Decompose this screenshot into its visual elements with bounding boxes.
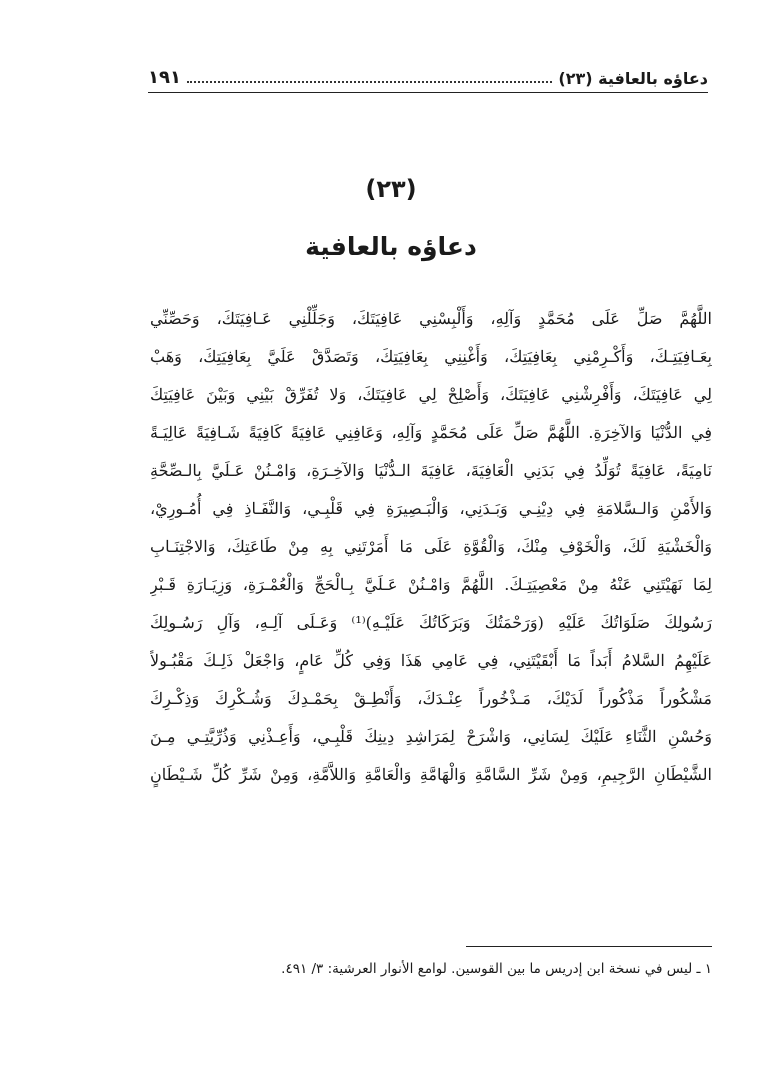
body-line: مَشْكُوراً مَذْكُوراً لَدَيْكَ، مَـذْخُوراً عِنْـدَكَ، وَأَنْطِـقْ بِحَمْـدِكَ وَشُـكْرِكَ وَذِكْـرِكَ [150, 689, 712, 708]
body-line: وَحُسْنِ الثَّنَاءِ عَلَيْكَ لِسَانِي، وَاشْرَحْ لِمَرَاشِدِ دِينِكَ قَلْبِـي، وَأَعِـذْنِي وَذُرِّيَّتِـي مِـنَ [150, 727, 712, 746]
running-header [148, 62, 708, 88]
footnote-divider [466, 946, 712, 947]
chapter-number: (٢٣) [365, 175, 417, 203]
body-line: فِي الدُّنْيَا وَالآخِرَةِ. اللَّهُمَّ صَلِّ عَلَى مُحَمَّدٍ وَآلِهِ، وَعَافِنِي عَافِيَةً كَافِيَةً شَـافِيَةً عَالِيَـةً [150, 423, 712, 442]
body-line: وَالأَمْنِ وَالـسَّلامَةِ فِي دِيْنِـي وَبَـدَنِي، وَالْبَـصِيرَةِ فِي قَلْبِـي، وَالنَّفَـاذِ فِي أُمُـورِيْ، [150, 499, 712, 518]
footnote: ١ ـ ليس في نسخة ابن إدريس ما بين القوسين. لوامع الأنوار العرشية: ٣/ ٤٩١. [281, 961, 712, 977]
body-line: لِمَا نَهَيْتَنِي عَنْهُ مِنْ مَعْصِيَتِـكَ. اللَّهُمَّ وَامْـنُنْ عَـلَيَّ بِـالْحَجِّ وَالْعُمْـرَةِ، وَزِيَـارَةِ قَـبْرِ [150, 575, 712, 594]
body-line: نَامِيَةً، عَافِيَةً تُوَلِّدُ فِي بَدَنِي الْعَافِيَةَ، عَافِيَةَ الـدُّنْيَا وَالآخِـرَةِ، وَامْـنُنْ عَـلَيَّ بِالـصِّحَّةِ [150, 461, 712, 480]
running-header-leader-dots [187, 80, 552, 83]
prayer-body [150, 300, 712, 794]
running-header-title: دعاؤه بالعافية (٢٣) [558, 69, 708, 88]
body-line: وَالْخَشْيَةِ لَكَ، وَالْخَوْفِ مِنْكَ، وَالْقُوَّةِ عَلَى مَا أَمَرْتَنِي بِهِ مِنْ طَاعَتِكَ، وَالاجْتِنَـابِ [150, 537, 712, 556]
body-line: رَسُولِكَ صَلَوَاتُكَ عَلَيْهِ (وَرَحْمَتُكَ وَبَرَكَاتُكَ عَلَيْـهِ)⁽¹⁾ وَعَـلَى آلِـهِ، وَآلِ رَسُـولِكَ [150, 613, 712, 632]
body-line: الشَّيْطَانِ الرَّجِيمِ، وَمِنْ شَرِّ السَّامَّةِ وَالْهَامَّةِ وَالْعَامَّةِ وَاللاَّمَّةِ، وَمِنْ شَرِّ كُلِّ شَـيْطَانٍ [150, 765, 712, 784]
chapter-title: دعاؤه بالعافية [305, 232, 477, 261]
body-line: بِعَـافِيَتِـكَ، وَأَكْـرِمْنِي بِعَافِيَتِكَ، وَأَغْنِنِي بِعَافِيَتِكَ، وَتَصَدَّقْ عَلَيَّ بِعَافِيَتِكَ، وَهَبْ [150, 347, 712, 366]
page-number: ١٩١ [148, 67, 181, 88]
body-line: لِي عَافِيَتَكَ، وَأَفْرِشْنِي عَافِيَتَكَ، وَأَصْلِحْ لِي عَافِيَتَكَ، وَلا تُفَرِّقْ بَيْنِي وَبَيْنَ عَافِيَتِكَ [150, 385, 712, 404]
body-line: عَلَيْهِمُ السَّلامُ أَبَداً مَا أَبْقَيْتَنِي، فِي عَامِي هَذَا وَفِي كُلِّ عَامٍ، وَاجْعَلْ ذَلِـكَ مَقْبُـولاً [150, 651, 712, 670]
header-divider [148, 92, 708, 93]
body-line: اللَّهُمَّ صَلِّ عَلَى مُحَمَّدٍ وَآلِهِ، وَأَلْبِسْنِي عَافِيَتَكَ، وَجَلِّلْنِي عَـافِيَتَكَ، وَحَصِّنِّي [150, 309, 712, 328]
